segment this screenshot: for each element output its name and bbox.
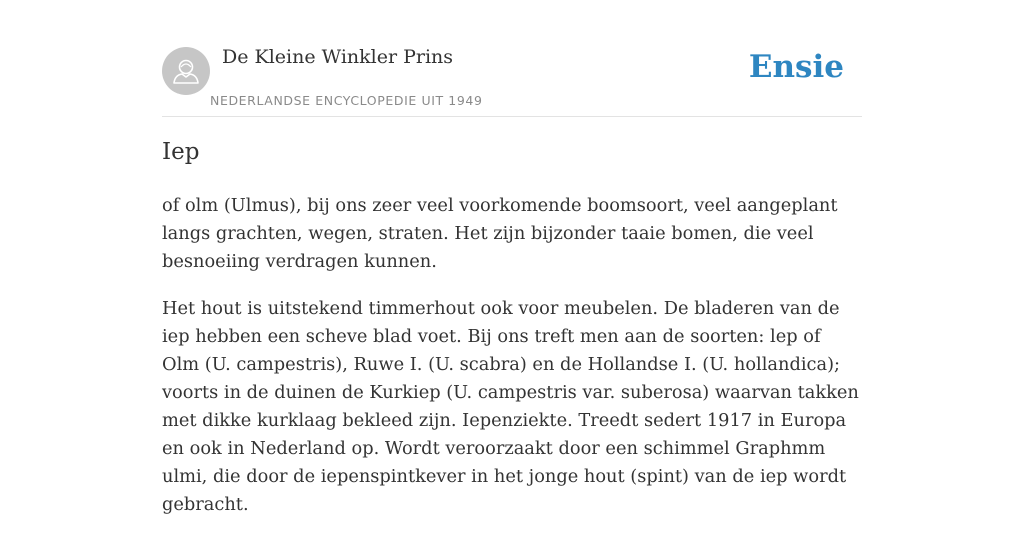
- article-paragraph: Het hout is uitstekend timmerhout ook voor meubelen. De bladeren van de iep hebben een scheve blad voet. Bij ons treft men aan de soorten: lep of Olm (U. campestris), Ruwe I. (U. scabra) en de Hollandse I. (U. hollandica); voorts in de duinen de Kurkiep (U. campestris var. suberosa) waarvan takken met dikke kurklaag bekleed zijn. Iepenziekte. Treedt sedert 1917 in Europa en ook in Nederland op. Wordt veroorzaakt door een schimmel Graphmm ulmi, die door de iepenspintkever in het jonge hout (spint) van de iep wordt gebracht.: [162, 298, 859, 515]
- article-body: [162, 192, 862, 538]
- user-icon: [162, 47, 210, 95]
- brand-logo[interactable]: Ensie: [748, 49, 844, 85]
- author-avatar[interactable]: [162, 47, 210, 95]
- author-subtitle: NEDERLANDSE ENCYCLOPEDIE UIT 1949: [210, 93, 483, 108]
- article-paragraph: of olm (Ulmus), bij ons zeer veel voorkomende boomsoort, veel aangeplant langs grachten, wegen, straten. Het zijn bijzonder taaie bomen, die veel besnoeiing verdragen kunnen.: [162, 195, 838, 272]
- article-header: [162, 0, 862, 117]
- article-title: Iep: [162, 139, 200, 165]
- author-name[interactable]: De Kleine Winkler Prins: [222, 46, 454, 68]
- article-page: [162, 0, 862, 515]
